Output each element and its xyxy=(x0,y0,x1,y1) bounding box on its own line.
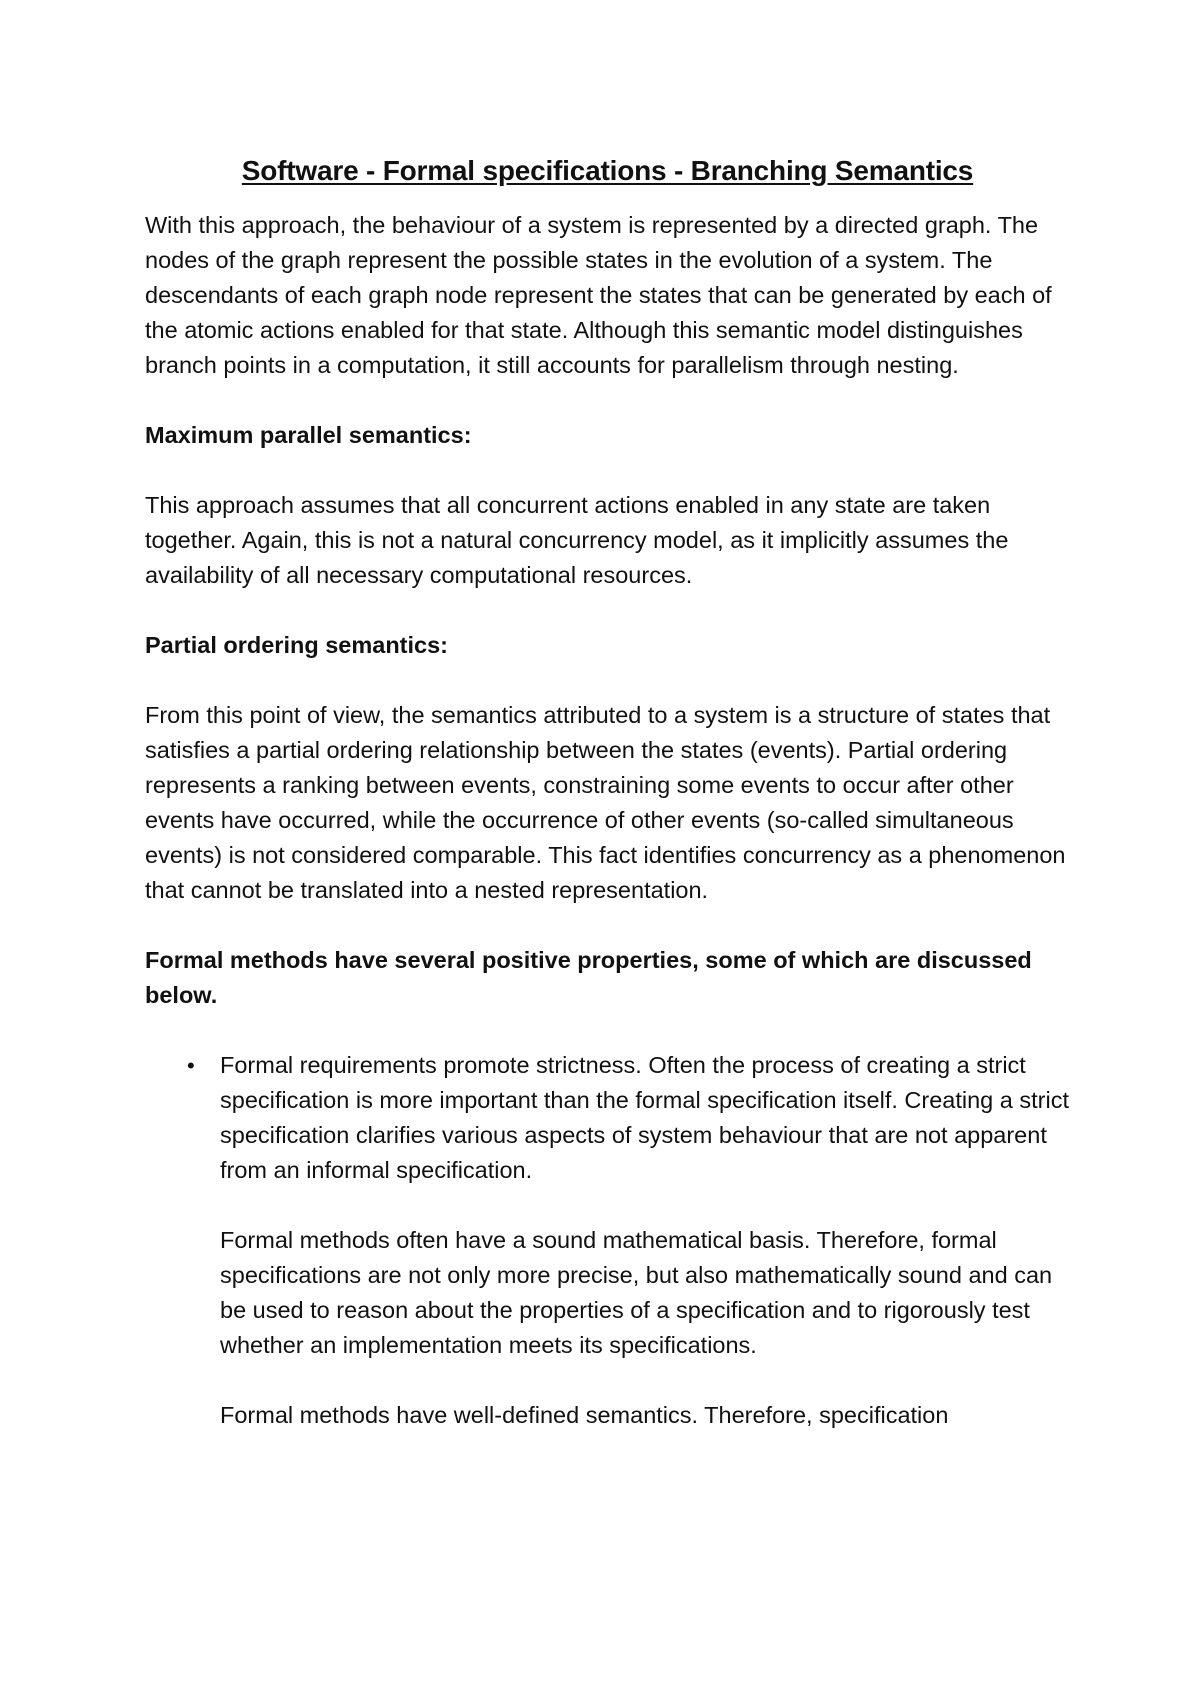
properties-heading: Formal methods have several positive properties, some of which are discussed below. xyxy=(145,947,1032,1008)
properties-list xyxy=(145,1048,1070,1188)
indented-paragraph-mathematical-basis: Formal methods often have a sound mathematical basis. Therefore, formal specifications are not only more precise, but also mathematically sound and can be used to reason about the properties of a specification and to rigorously test whether an implementation meets its specifications. xyxy=(220,1227,1053,1358)
document-content xyxy=(145,152,1070,1468)
section-heading-maximum-parallel: Maximum parallel semantics: xyxy=(145,422,472,448)
section-heading-partial-ordering: Partial ordering semantics: xyxy=(145,632,448,658)
document-title: Software - Formal specifications - Branching Semantics xyxy=(241,155,974,186)
list-item-text: Formal requirements promote strictness. Often the process of creating a strict specification is more important than the formal specification itself. Creating a strict specification clarifies various aspects of system behaviour that are not apparent from an informal specification. xyxy=(220,1052,1069,1183)
indented-paragraph-semantics: Formal methods have well-defined semantics. Therefore, specification xyxy=(220,1402,949,1428)
bullet-icon: • xyxy=(187,1053,195,1078)
section-body-maximum-parallel: This approach assumes that all concurrent actions enabled in any state are taken together. Again, this is not a natural concurrency model, as it implicitly assumes the availability of all necessary computational resources. xyxy=(145,492,1009,588)
section-body-partial-ordering: From this point of view, the semantics attributed to a system is a structure of states that satisfies a partial ordering relationship between the states (events). Partial ordering represents a ranking between events, constraining some events to occur after other events have occurred, while the occurrence of other events (so-called simultaneous events) is not considered comparable. This fact identifies concurrency as a phenomenon that cannot be translated into a nested representation. xyxy=(145,702,1066,903)
intro-paragraph: With this approach, the behaviour of a system is represented by a directed graph. The nodes of the graph represent the possible states in the evolution of a system. The descendants of each graph node represent the states that can be generated by each of the atomic actions enabled for that state. Although this semantic model distinguishes branch points in a computation, it still accounts for parallelism through nesting. xyxy=(145,212,1052,378)
list-item xyxy=(145,1048,1070,1188)
